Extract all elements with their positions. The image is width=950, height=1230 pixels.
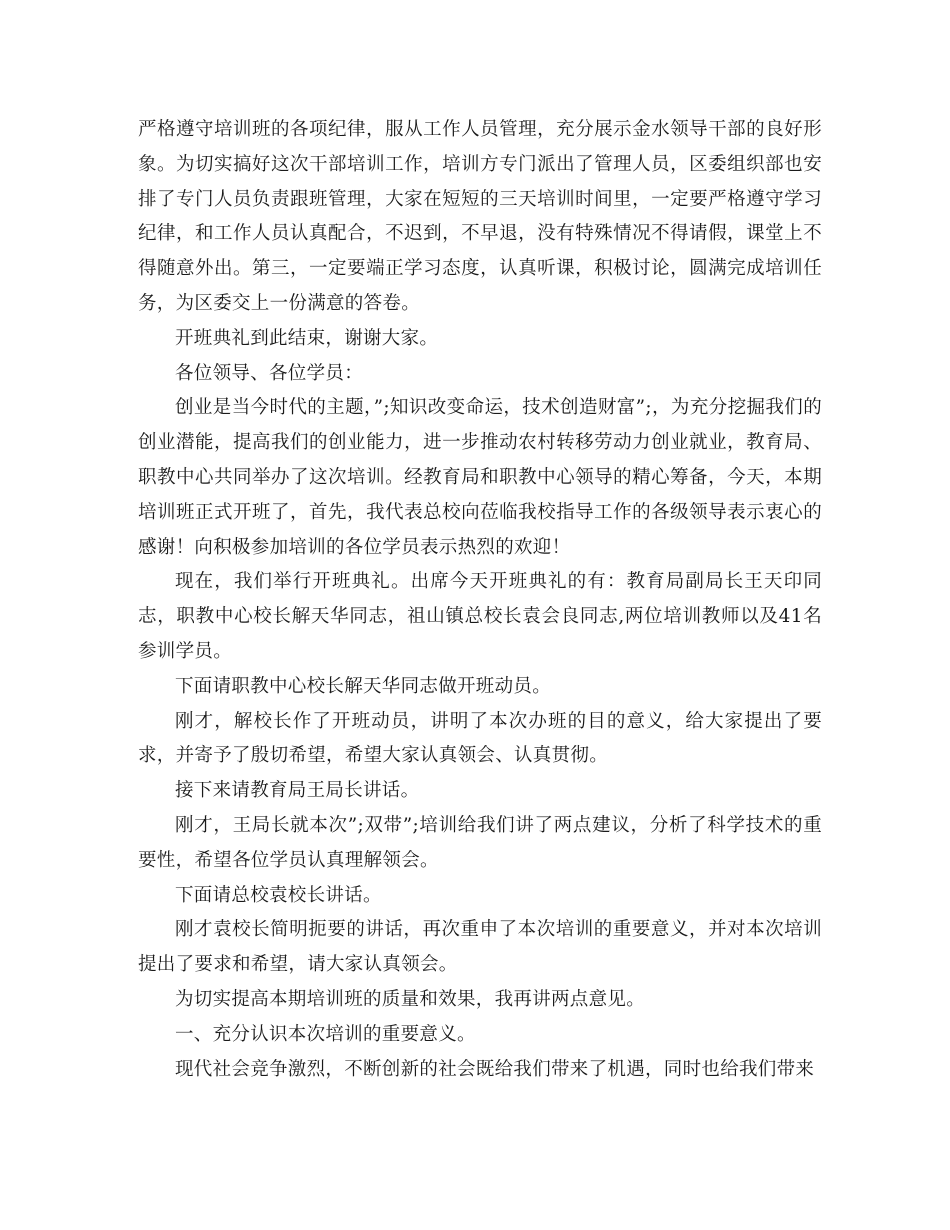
- paragraph-9: 刚才，王局长就本次”;双带”;培训给我们讲了两点建议，分析了科学技术的重要性，希望各位学员认真理解领会。: [138, 814, 822, 871]
- paragraph-1: 严格遵守培训班的各项纪律，服从工作人员管理，充分展示金水领导干部的良好形象。为切实搞好这次干部培训工作，培训方专门派出了管理人员，区委组织部也安排了专门人员负责跟班管理，大家在短短的三天培训时间里，一定要严格遵守学习纪律，和工作人员认真配合，不迟到，不早退，没有特殊情况不得请假，课堂上不得随意外出。第三，一定要端正学习态度，认真听课，积极讨论，圆满完成培训任务，为区委交上一份满意的答卷。: [138, 119, 822, 314]
- paragraph-2: 开班典礼到此结束，谢谢大家。: [175, 327, 439, 349]
- paragraph-8: 接下来请教育局王局长讲话。: [175, 780, 420, 802]
- document-body: [138, 113, 822, 1087]
- paragraph-6: 下面请职教中心校长解天华同志做开班动员。: [175, 675, 552, 697]
- paragraph-7: 刚才，解校长作了开班动员，讲明了本次办班的目的意义，给大家提出了要求，并寄予了殷切希望，希望大家认真领会、认真贯彻。: [138, 710, 822, 767]
- paragraph-12: 为切实提高本期培训班的质量和效果，我再讲两点意见。: [175, 988, 646, 1010]
- paragraph-4: 创业是当今时代的主题，”;知识改变命运，技术创造财富”;，为充分挖掘我们的创业潜能，提高我们的创业能力，进一步推动农村转移劳动力创业就业，教育局、职教中心共同举办了这次培训。经教育局和职教中心领导的精心筹备，今天，本期培训班正式开班了，首先，我代表总校向莅临我校指导工作的各级领导表示衷心的感谢！向积极参加培训的各位学员表示热烈的欢迎！: [138, 397, 822, 558]
- paragraph-11: 刚才袁校长简明扼要的讲话，再次重申了本次培训的重要意义，并对本次培训提出了要求和希望，请大家认真领会。: [138, 919, 822, 976]
- paragraph-3: 各位领导、各位学员：: [175, 362, 364, 384]
- paragraph-10: 下面请总校袁校长讲话。: [175, 884, 382, 906]
- paragraph-14: 现代社会竞争激烈，不断创新的社会既给我们带来了机遇，同时也给我们带来: [175, 1058, 815, 1080]
- paragraph-13: 一、充分认识本次培训的重要意义。: [175, 1023, 476, 1045]
- paragraph-5: 现在，我们举行开班典礼。出席今天开班典礼的有：教育局副局长王天印同志，职教中心校长解天华同志，祖山镇总校长袁会良同志,两位培训教师以及41名参训学员。: [138, 571, 822, 662]
